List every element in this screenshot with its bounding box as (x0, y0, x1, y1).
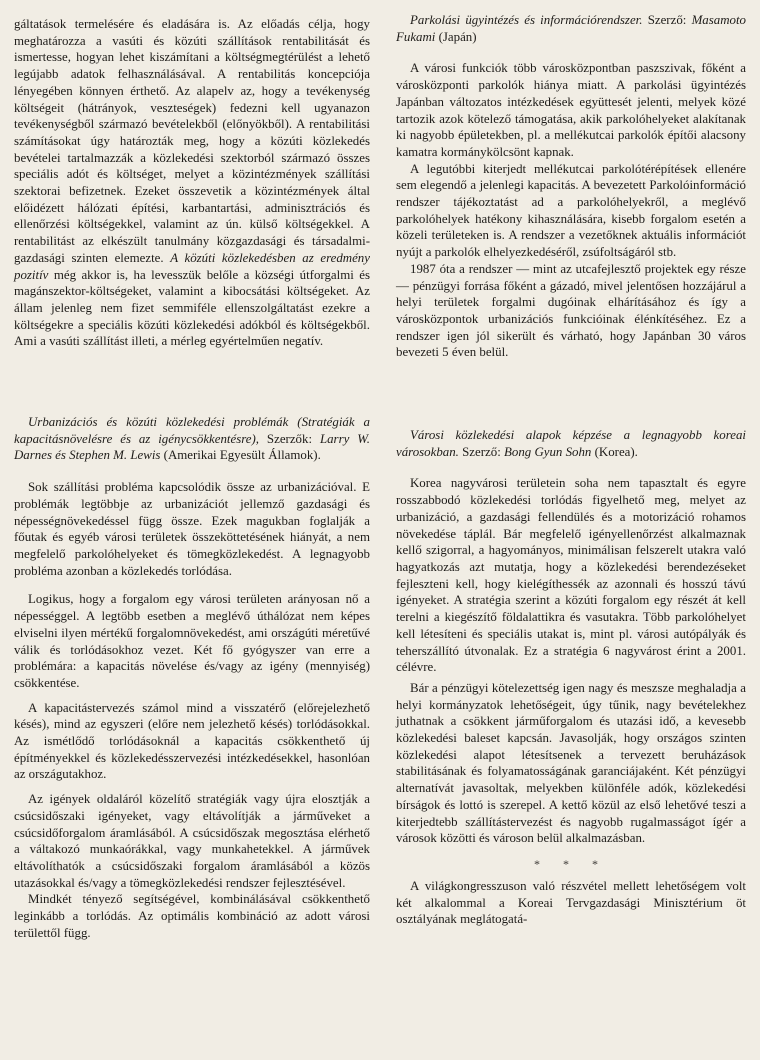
continued-paragraph-end: még akkor is, ha levesszük belőle a községi útforgalmi és magánszektor-költségeket, valamint a kibocsátási költségeket. Az állam jelenleg nem fizet semmiféle ellenszolgáltatást ezekre a költségekre a speciális közúti közlekedési adókból és költségekből. Ami a vasúti szállítást illeti, a mérleg egyértelműen negatív. (14, 267, 370, 349)
article-country: (Japán) (435, 29, 477, 44)
continued-paragraph (14, 16, 370, 350)
body-paragraph: Mindkét tényező segítségével, kombinálásával csökkenthető leginkább a torlódás. Az optimális kombináció az adott városi területtől függ. (14, 892, 370, 940)
article-country: (Amerikai Egyesült Államok). (160, 448, 321, 463)
article-country: (Korea). (591, 444, 638, 459)
section-separator: * * * (534, 856, 608, 871)
article-title: Urbanizációs és közúti közlekedési problémák (Stratégiák a kapacitásnövelésre és az igénycsökkentésre), (14, 415, 370, 446)
body-paragraph: Sok szállítási probléma kapcsolódik össze az urbanizációval. E problémák legtöbbje az urbanizációt jellemző gazdasági és népességnövekedéssel függ össze. Ezek magukban foglalják a főutak és egyéb városi területek összeköttetésének hiányát, a nem megfelelő parkolóhelyeket és tömegközlekedést. A legnagyobb probléma azonban a közlekedés torlódása. (14, 480, 370, 578)
body-paragraph: 1987 óta a rendszer — mint az utcafejlesztő projektek egy része — pénzügyi forrása főként a gázadó, mivel jelentősen hozzájárul a helyi területek forgalmi dugóinak elhárításához és így a városközpontok urbanizációs funkcióinak élénkítéséhez. Ez a rendszer igen jól sikerült és várható, hogy Japánban 30 város bevezeti 5 éven belül. (396, 261, 746, 360)
right-column (396, 0, 746, 928)
left-column (14, 0, 370, 941)
emphasis-text: A közúti közlekedésben az eredmény pozitív (14, 250, 370, 282)
author-label: Szerző: (458, 444, 505, 459)
article-heading-urbanization (14, 414, 370, 464)
article-heading-korea (396, 427, 746, 460)
body-paragraph: Logikus, hogy a forgalom egy városi területen arányosan nő a népességgel. A legtöbb esetben a meglévő úthálózat nem képes elviselni ilyen mértékű forgalomnövekedést, ami országúti méretűvé válik és torlódásokhoz vezet. Két fő gyógyszer van erre a problémára: a kapacitás növelése és/vagy az igény (mennyiség) csökkentése. (14, 592, 370, 690)
body-paragraph: A városi funkciók több városközpontban paszszivak, főként a városközponti parkolók hiánya miatt. A parkolási ügyintézés Japánban változatos intézkedések együttesét jelenti, melyek közé tartozik azok kötelező támogatása, akik parkolóhelyeket alakítanak ki nagyobb épületekben, pl. a mellékutcai parkolók építői alacsony kamatra kormánykölcsönt kapnak. (396, 61, 746, 159)
article-heading-parking (396, 12, 746, 45)
article-author: Masamoto Fukami (396, 13, 746, 44)
body-paragraph: Bár a pénzügyi kötelezettség igen nagy és meszsze meghaladja a helyi kormányzatok lehetőségeit, úgy tűnik, nagy bevételekhez juthatnak a csökkent járműforgalom és utazási idő, a kevesebb közlekedési baleset kapcsán. Javasolják, hogy országos szinten közlekedési alapot létesítsenek a tervezett beruházások stabilitásának és folyamatosságának garanciájaként. Két pénzügyi alternatívát javasoltak, melyekben különféle adók, közlekedési bírságok és lottó is szerepel. A kettő közül az első lehetővé teszi a kiterjedtebb szállítástervezést és nagyobb rugalmasságot ígér a városok közötti és városon belül alkalmazásban. (396, 680, 746, 846)
article-title: Városi közlekedési alapok képzése a legnagyobb koreai városokban. (396, 428, 746, 459)
body-paragraph: Az igények oldaláról közelítő stratégiák vagy újra elosztják a csúcsidőszaki igényeket, vagy eltávolítják a járműveket a csúcsidőforgalom áramlásából. A csúcsidőszak megosztása elérhető a váltakozó munkaórákkal, vagy munkahetekkel. A járművek eltávolíthatók a csúcsidőszaki forgalom áramlásából a közös utazásokkal és/vagy a tömegközlekedési rendszer fejlesztésével. (14, 792, 370, 890)
body-paragraph: A kapacitástervezés számol mind a visszatérő (előrejelezhető késés), mind az egyszeri (előre nem jelezhető késés) torlódásokkal. Az ismétlődő torlódásoknál a kapacitás csökkenthető új építményekkel és közlekedésszervezési intézkedésekkel, hasonlóan az országutakhoz. (14, 700, 370, 782)
body-paragraph: A világkongresszuson való részvétel mellett lehetőségem volt két alkalommal a Koreai Tervgazdasági Minisztérium öt osztályának meglátogatá- (396, 878, 746, 927)
article-authors: Larry W. Darnes és Stephen M. Lewis (14, 431, 370, 463)
author-label: Szerző: (642, 13, 692, 27)
author-label: Szerzők: (259, 431, 320, 446)
continued-paragraph-text: gáltatások termelésére és eladására is. Az előadás célja, hogy meghatározza a vasúti és közúti szállítások rentabilitását és ismertesse, hogyan lehet kiszámítani a költségmegtérülést a lehető legújabb adatok felhasználásával. A rentabilitás koncepciója lényegében könnyen érthető. Az alapelv az, hogy a tevékenység költségeit (hátrányok, veszteségek) fedezni kell ugyanazon tevékenységből származó bevételekből (előnyökből). A rentabilitási számításokat úgy határozták meg, hogy a közúti közlekedés bevételei tartalmazzák a közlekedési szektorból származó összes speciális adót és költséget, melyet a közintézmények szállítási szektorai befizetnek. Ezeket összevetik a közintézmények által előidézett hálózati építési, karbantartási, adminisztrációs és ellenőrzési költségekkel, valamint az ún. külső költségekkel. A rentabilitást az elkészült tanulmány közgazdasági és társadalmi-gazdasági szinten elemezte. (14, 17, 370, 265)
article-author: Bong Gyun Sohn (504, 444, 592, 459)
body-paragraph: Korea nagyvárosi területein soha nem tapasztalt és egyre rosszabbodó közlekedési torlódás figyelhető meg, melyet az urbanizáció, a gazdasági fellendülés és a motorizáció rohamos növekedése táplál. Bár megfelelő igényellenőrzést alkalmaznak kellő szigorral, a hagyományos, minimálisan felszerelt utakra való hagyatkozás azt mutatja, hogy a közlekedési berendezéseket fejleszteni kell, hogy kielégíthessék az azonnali és hosszú távú igényeket. A stratégia szerint a közúti forgalom egy részét át kell terelni a kiegészítő földalattikra és vasutakra. Több parkolóhelyet kell létesíteni és speciális utakat is, mint pl. városi autópályák és teherszállító útvonalak. Ez a stratégia 6 nagyvárost érint a 2001. célévre. (396, 476, 746, 675)
body-paragraph: A legutóbbi kiterjedt mellékutcai parkolótérépítések ellenére sem elegendő a jelenlegi kapacitás. A bevezetett Parkolóinformáció rendszer tájékoztatást ad a parkolóhelyekről, a meglévő parkolóhelyek hatékony kihasználására, kisebb forgalom esetén a közeli területeken is. A rendszer a vezetőknek aktuális információt nyújt a parkolók elhelyezkedéséről, zsúfoltságáról stb. (396, 161, 746, 260)
article-title: Parkolási ügyintézés és információrendszer. (410, 13, 643, 27)
